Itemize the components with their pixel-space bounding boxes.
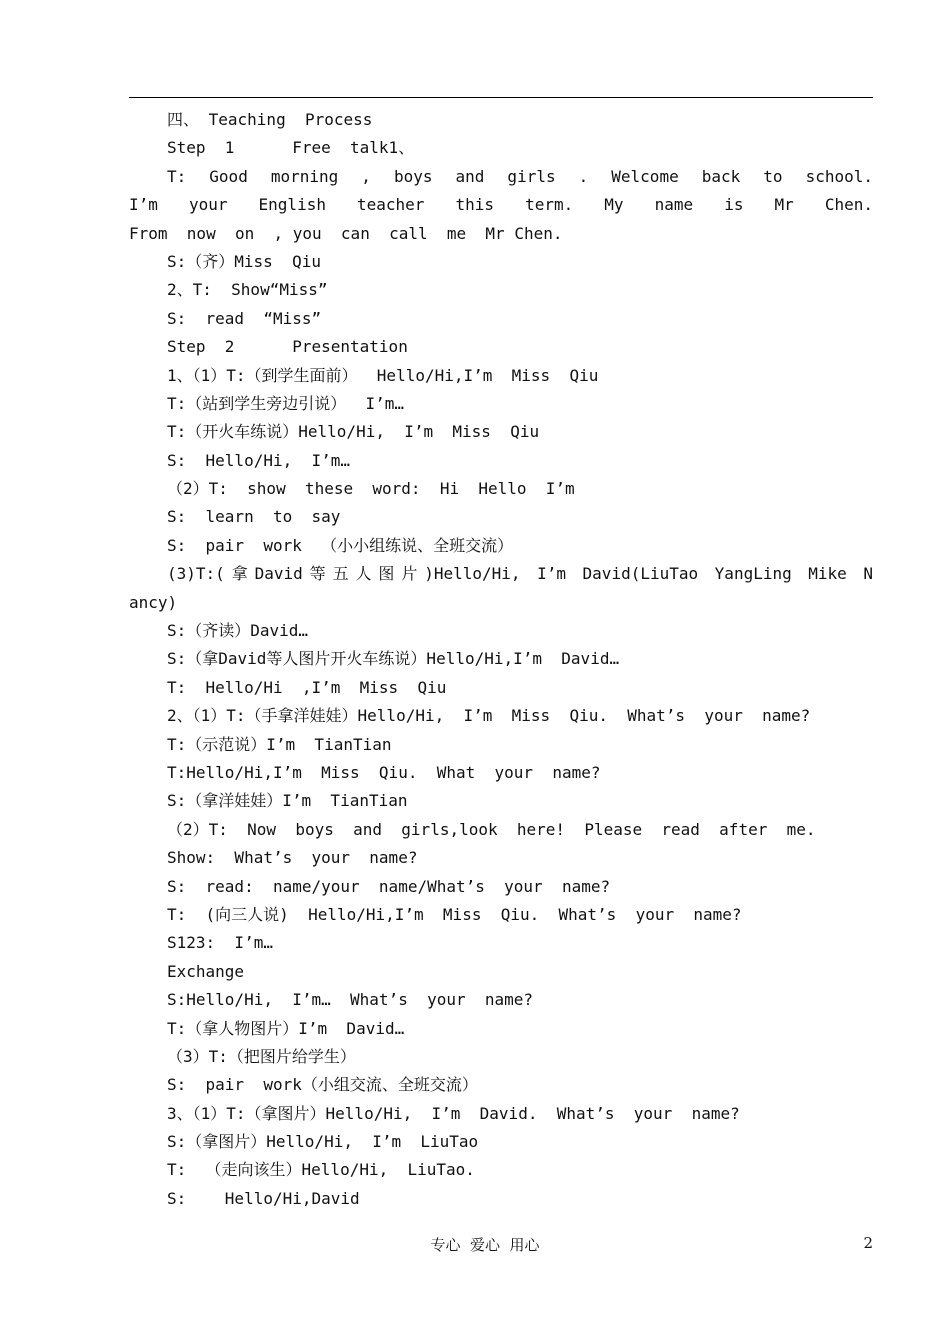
text-line: T:（拿人物图片）I’m David… — [167, 1018, 405, 1038]
text-line: （2）T: Now boys and girls,look here! Please read after me. — [167, 819, 816, 839]
text-line: S: Hello/Hi, I’m… — [167, 450, 351, 470]
page-number: 2 — [863, 1234, 873, 1252]
text-line: T:Hello/Hi,I’m Miss Qiu. What your name? — [167, 762, 601, 782]
text-line: 2、T: Show“Miss” — [167, 280, 328, 300]
text-line: S: pair work（小组交流、全班交流） — [167, 1075, 478, 1095]
text-line: (3)T:(拿David等五人图片)Hello/Hi, I’m David(LiuTao YangLing Mike N — [167, 564, 873, 584]
text-line: Show: What’s your name? — [167, 848, 418, 868]
step-heading: Step 1 Free talk1、 — [167, 138, 415, 158]
text-line: T: Good morning , boys and girls . Welcome back to school. — [167, 166, 873, 186]
text-line: S: learn to say — [167, 507, 341, 527]
text-line: S123: I’m… — [167, 933, 273, 953]
text-line: ancy) — [129, 592, 178, 612]
text-line: 1、（1）T:（到学生面前） Hello/Hi,I’m Miss Qiu — [167, 365, 599, 385]
text-line: T:（站到学生旁边引说） I’m… — [167, 393, 405, 413]
text-line: S:（齐读）David… — [167, 621, 309, 641]
text-line: Exchange — [167, 961, 245, 981]
text-line: S:（齐）Miss Qiu — [167, 251, 321, 271]
text-line: S:（拿David等人图片开火车练说）Hello/Hi,I’m David… — [167, 649, 620, 669]
section-heading: 四、 Teaching Process — [167, 110, 373, 129]
document-body — [129, 106, 873, 1213]
text-line: 2、（1）T:（手拿洋娃娃）Hello/Hi, I’m Miss Qiu. What’s your name? — [167, 706, 811, 726]
text-line: S: Hello/Hi,David — [167, 1188, 360, 1208]
text-line: T: (向三人说) Hello/Hi,I’m Miss Qiu. What’s your name? — [167, 904, 742, 924]
text-line: S: read “Miss” — [167, 308, 322, 328]
step-heading: Step 2 Presentation — [167, 337, 408, 357]
text-line: （3）T:（把图片给学生） — [167, 1046, 356, 1066]
header-rule — [129, 97, 873, 98]
text-line: （2）T: show these word: Hi Hello I’m — [167, 479, 575, 499]
text-line: S: pair work （小小组练说、全班交流） — [167, 535, 514, 555]
text-line: T: Hello/Hi ,I’m Miss Qiu — [167, 677, 447, 697]
text-line: 3、（1）T:（拿图片）Hello/Hi, I’m David. What’s your name? — [167, 1103, 740, 1123]
text-line: S: read: name/your name/What’s your name? — [167, 876, 611, 896]
text-line: S:（拿图片）Hello/Hi, I’m LiuTao — [167, 1132, 479, 1152]
text-line: T:（开火车练说）Hello/Hi, I’m Miss Qiu — [167, 422, 540, 442]
text-line: T: （走向该生）Hello/Hi, LiuTao. — [167, 1160, 475, 1180]
text-line: S:Hello/Hi, I’m… What’s your name? — [167, 990, 534, 1010]
text-line: From now on , you can call me Mr Chen. — [129, 223, 563, 243]
footer-motto: 专心 爱心 用心 — [430, 1236, 540, 1254]
text-line: S:（拿洋娃娃）I’m TianTian — [167, 791, 408, 811]
text-line: T:（示范说）I’m TianTian — [167, 734, 392, 754]
text-line: I’m your English teacher this term. My name is Mr Chen. — [129, 195, 873, 215]
